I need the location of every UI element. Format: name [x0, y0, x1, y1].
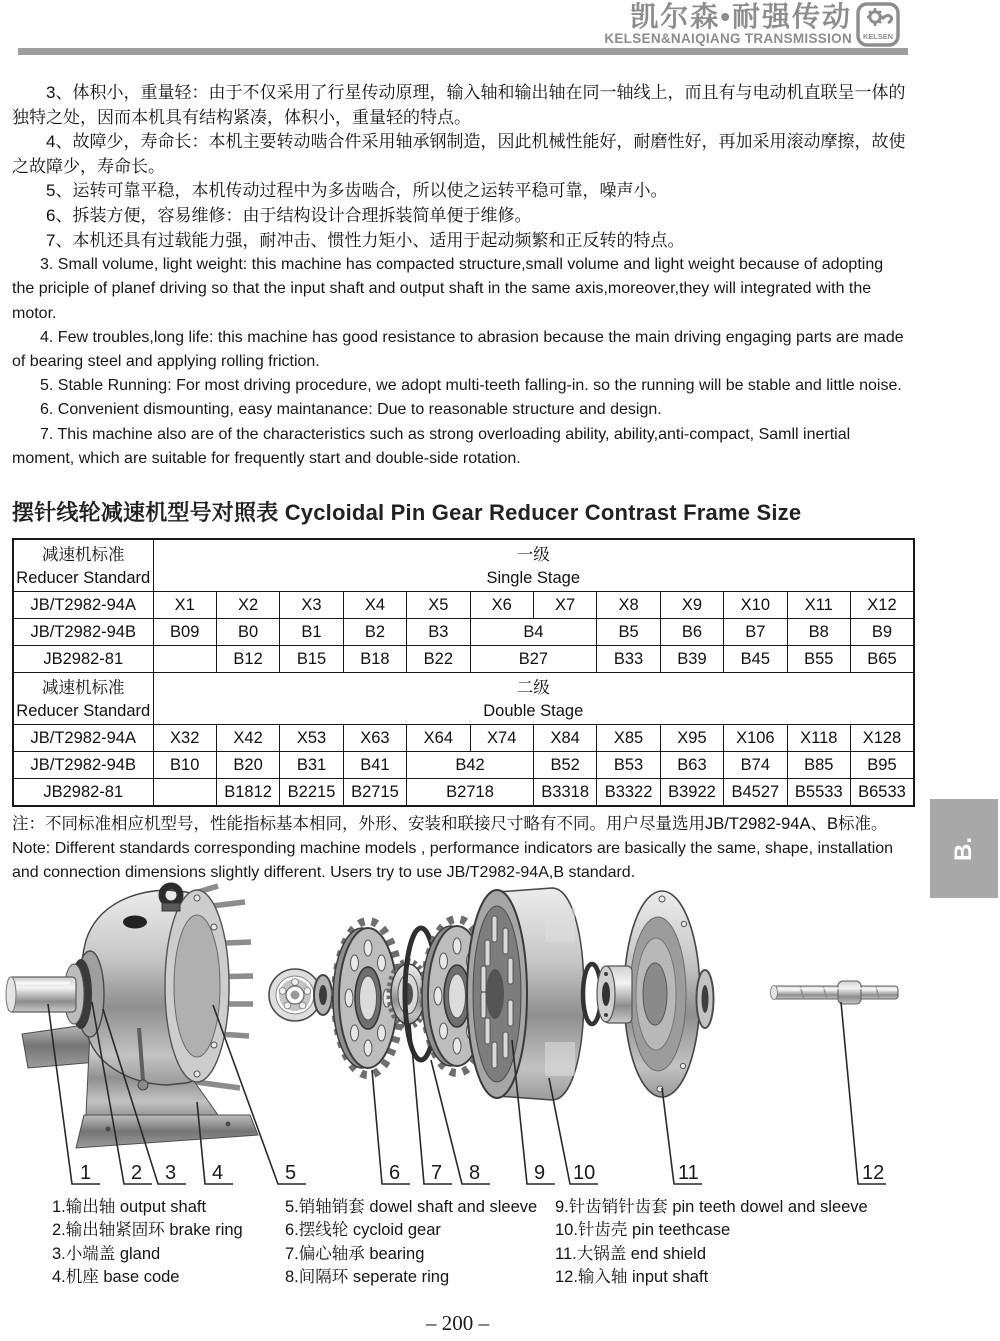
table-cell: X2 — [216, 592, 279, 619]
table-cell — [153, 646, 216, 673]
features-section — [12, 81, 909, 471]
table-cell: X12 — [850, 592, 914, 619]
oil-plug — [123, 916, 147, 929]
row-label: JB/T2982-94A — [13, 725, 153, 752]
reducer-assembly — [6, 886, 258, 1148]
table-cell: B63 — [660, 752, 723, 779]
table-row-single-94b — [13, 619, 914, 646]
row-label: JB2982-81 — [13, 779, 153, 807]
single-stage-header-cell — [153, 539, 914, 592]
row-header-en: Reducer Standard — [16, 568, 151, 587]
table-cell: B74 — [724, 752, 787, 779]
callout-number: 2 — [131, 1162, 143, 1184]
parts-legend-col3 — [555, 1196, 915, 1290]
feature-en-4: 4. Few troubles,long life: this machine has good resistance to abrasion because the main driving engaging parts are made of bearing steel and applying rolling friction. — [12, 328, 904, 370]
washer-ring — [314, 975, 332, 1015]
table-cell: B27 — [470, 646, 597, 673]
table-cell: B9 — [850, 619, 914, 646]
table-cell: B09 — [153, 619, 216, 646]
callout-number: 12 — [862, 1162, 885, 1184]
input-shaft-part — [771, 981, 899, 1004]
table-title: 摆针线轮减速机型号对照表 Cycloidal Pin Gear Reducer Contrast Frame Size — [12, 500, 802, 525]
part-item: 3.小端盖 gland — [52, 1244, 161, 1263]
double-stage-header-cell — [153, 673, 914, 725]
table-cell: B53 — [597, 752, 660, 779]
table-cell: X118 — [787, 725, 850, 752]
table-cell: B5 — [597, 619, 660, 646]
feature-cn-7: 7、本机还具有过载能力强，耐冲击、惯性力矩小、适用于起动频繁和正反转的特点。 — [46, 230, 685, 250]
callout-number: 3 — [165, 1162, 177, 1184]
callout-number: 9 — [534, 1162, 546, 1184]
table-cell: B2215 — [280, 779, 343, 807]
part-item: 4.机座 base code — [52, 1268, 180, 1287]
table-cell: B3 — [407, 619, 470, 646]
part-item: 12.输入轴 input shaft — [555, 1268, 709, 1287]
table-cell: B2715 — [343, 779, 406, 807]
table-cell: X4 — [343, 592, 406, 619]
small-ring — [697, 970, 714, 1028]
end-shield-part — [597, 891, 700, 1097]
table-row-single-header — [13, 539, 914, 592]
table-cell: X5 — [407, 592, 470, 619]
table-cell: X85 — [597, 725, 660, 752]
table-row-single-81 — [13, 646, 914, 673]
table-cell: B22 — [407, 646, 470, 673]
table-cell: B55 — [787, 646, 850, 673]
row-label: JB/T2982-94B — [13, 619, 153, 646]
callout-number: 10 — [573, 1162, 596, 1184]
table-cell: B6 — [660, 619, 723, 646]
table-cell: X9 — [660, 592, 723, 619]
callout-number: 6 — [389, 1162, 401, 1184]
table-cell: X8 — [597, 592, 660, 619]
callout-numbers — [80, 1162, 884, 1184]
table-cell: B2 — [343, 619, 406, 646]
table-cell: B4 — [470, 619, 597, 646]
part-item: 10.针齿壳 pin teethcase — [555, 1221, 731, 1240]
part-item: 9.针齿销针齿套 pin teeth dowel and sleeve — [555, 1198, 868, 1216]
table-cell: X106 — [724, 725, 787, 752]
feature-cn-4: 4、故障少，寿命长：本机主要转动啮合件采用轴承钢制造，因此机械性能好，耐磨性好，再加采用滚动摩擦，故使之故障少，寿命长。 — [12, 132, 906, 176]
table-cell: X6 — [470, 592, 533, 619]
note-section — [12, 811, 912, 884]
table-cell: X32 — [153, 725, 216, 752]
kelsen-logo-icon — [856, 2, 900, 47]
feature-cn-6: 6、拆装方便，容易维修：由于结构设计合理拆装简单便于维修。 — [46, 205, 532, 225]
part-item: 7.偏心轴承 bearing — [285, 1244, 425, 1263]
page-number: – 200 – — [426, 1311, 489, 1335]
table-cell: X11 — [787, 592, 850, 619]
row-label: JB/T2982-94B — [13, 752, 153, 779]
table-row-double-94a — [13, 725, 914, 752]
table-cell: B2718 — [407, 779, 534, 807]
table-cell: B7 — [724, 619, 787, 646]
row-header-cn: 减速机标准 — [42, 545, 125, 564]
table-row-single-94a — [13, 592, 914, 619]
row-header-cell — [13, 539, 153, 592]
table-cell: B41 — [343, 752, 406, 779]
header-divider-bar — [18, 48, 908, 55]
table-cell: B65 — [850, 646, 914, 673]
table-cell — [153, 779, 216, 807]
table-cell: B3318 — [533, 779, 596, 807]
parts-legend-col2 — [285, 1196, 575, 1290]
feature-en-5: 5. Stable Running: For most driving procedure, we adopt multi-teeth falling-in. so the running will be stable and little noise. — [40, 377, 902, 395]
table-cell: B20 — [216, 752, 279, 779]
table-cell: B12 — [216, 646, 279, 673]
table-cell: B95 — [850, 752, 914, 779]
brand-block — [0, 2, 852, 46]
note-cn: 注：不同标准相应机型号，性能指标基本相同，外形、安装和联接尺寸略有不同。用户尽量选用JB/T2982-94A、B标准。 — [12, 815, 888, 833]
part-item: 8.间隔环 seperate ring — [285, 1268, 450, 1287]
single-stage-cn: 一级 — [516, 545, 550, 564]
single-stage-en: Single Stage — [486, 568, 581, 587]
table-cell: X74 — [470, 725, 533, 752]
table-cell: X7 — [533, 592, 596, 619]
table-cell: X84 — [533, 725, 596, 752]
table-cell: B42 — [407, 752, 534, 779]
feature-en-6: 6. Convenient dismounting, easy maintanance: Due to reasonable structure and design. — [40, 401, 662, 419]
part-item: 6.摆线轮 cycloid gear — [285, 1221, 441, 1240]
part-item: 1.输出轴 output shaft — [52, 1198, 207, 1216]
table-row-double-header — [13, 673, 914, 725]
row-header-en: Reducer Standard — [16, 701, 151, 720]
part-item: 2.输出轴紧固环 brake ring — [52, 1221, 243, 1240]
table-cell: X1 — [153, 592, 216, 619]
callout-number: 8 — [469, 1162, 481, 1184]
table-cell: B6533 — [850, 779, 914, 807]
feature-en-3: 3. Small volume, light weight: this machine has compacted structure,small volume and light weight because of adopting the priciple of planef driving so that the input shaft and output shaft in the same axis,moreover,they will integrated with the motor. — [12, 256, 884, 322]
table-cell: B8 — [787, 619, 850, 646]
row-header-cn: 减速机标准 — [42, 678, 125, 697]
table-cell: B18 — [343, 646, 406, 673]
row-header-cell — [13, 673, 153, 725]
table-cell: X95 — [660, 725, 723, 752]
parts-legend-col1 — [52, 1196, 312, 1290]
double-stage-cn: 二级 — [516, 678, 550, 697]
callout-number: 7 — [431, 1162, 443, 1184]
pin-teethcase-part — [467, 888, 584, 1100]
logo-text: KELSEN — [863, 32, 893, 41]
callout-number: 5 — [285, 1162, 297, 1184]
section-index-label: B. — [950, 836, 977, 861]
table-row-double-81 — [13, 779, 914, 807]
table-cell: B3922 — [660, 779, 723, 807]
table-cell: X3 — [280, 592, 343, 619]
row-label: JB/T2982-94A — [13, 592, 153, 619]
reducer-exploded-diagram — [0, 882, 1000, 1194]
callout-number: 1 — [80, 1162, 92, 1184]
note-en: Note: Different standards corresponding machine models , performance indicators are basically the same, shape, installation and connection dimensions slightly different. Users try to use JB/T2982-94A,B standard. — [12, 840, 894, 881]
table-cell: B31 — [280, 752, 343, 779]
table-cell: B85 — [787, 752, 850, 779]
table-cell: B33 — [597, 646, 660, 673]
brand-title-en: KELSEN&NAIQIANG TRANSMISSION — [604, 31, 852, 46]
table-cell: X128 — [850, 725, 914, 752]
table-cell: X10 — [724, 592, 787, 619]
table-cell: X64 — [407, 725, 470, 752]
frame-size-table — [12, 538, 915, 807]
part-item: 5.销轴销套 dowel shaft and sleeve — [285, 1198, 538, 1216]
part-item: 11.大锅盖 end shield — [555, 1244, 707, 1263]
double-stage-en: Double Stage — [483, 701, 584, 720]
table-cell: B39 — [660, 646, 723, 673]
callout-number: 11 — [678, 1162, 699, 1184]
table-cell: B52 — [533, 752, 596, 779]
table-cell: B15 — [280, 646, 343, 673]
callout-number: 4 — [212, 1162, 224, 1184]
table-cell: B10 — [153, 752, 216, 779]
row-label: JB2982-81 — [13, 646, 153, 673]
table-cell: B1812 — [216, 779, 279, 807]
brand-title-cn: 凯尔森•耐强传动 — [630, 1, 852, 32]
feature-cn-3: 3、体积小，重量轻：由于不仅采用了行星传动原理，输入轴和输出轴在同一轴线上，而且有与电动机直联呈一体的独特之处，因而本机具有结构紧凑，体积小，重量轻的特点。 — [12, 83, 906, 127]
table-cell: B45 — [724, 646, 787, 673]
feature-cn-5: 5、运转可靠平稳，本机传动过程中为多齿啮合，所以使之运转平稳可靠，噪声小。 — [46, 181, 668, 201]
table-cell: B0 — [216, 619, 279, 646]
table-cell: B4527 — [724, 779, 787, 807]
table-cell: X63 — [343, 725, 406, 752]
table-row-double-94b — [13, 752, 914, 779]
feature-en-7: 7. This machine also are of the characteristics such as strong overloading ability, ability,anti-compact, Samll inertial moment, which are suitable for frequently start and double-side rotation. — [12, 425, 851, 467]
table-cell: X53 — [280, 725, 343, 752]
table-cell: B3322 — [597, 779, 660, 807]
table-cell: B5533 — [787, 779, 850, 807]
table-cell: B1 — [280, 619, 343, 646]
table-cell: X42 — [216, 725, 279, 752]
